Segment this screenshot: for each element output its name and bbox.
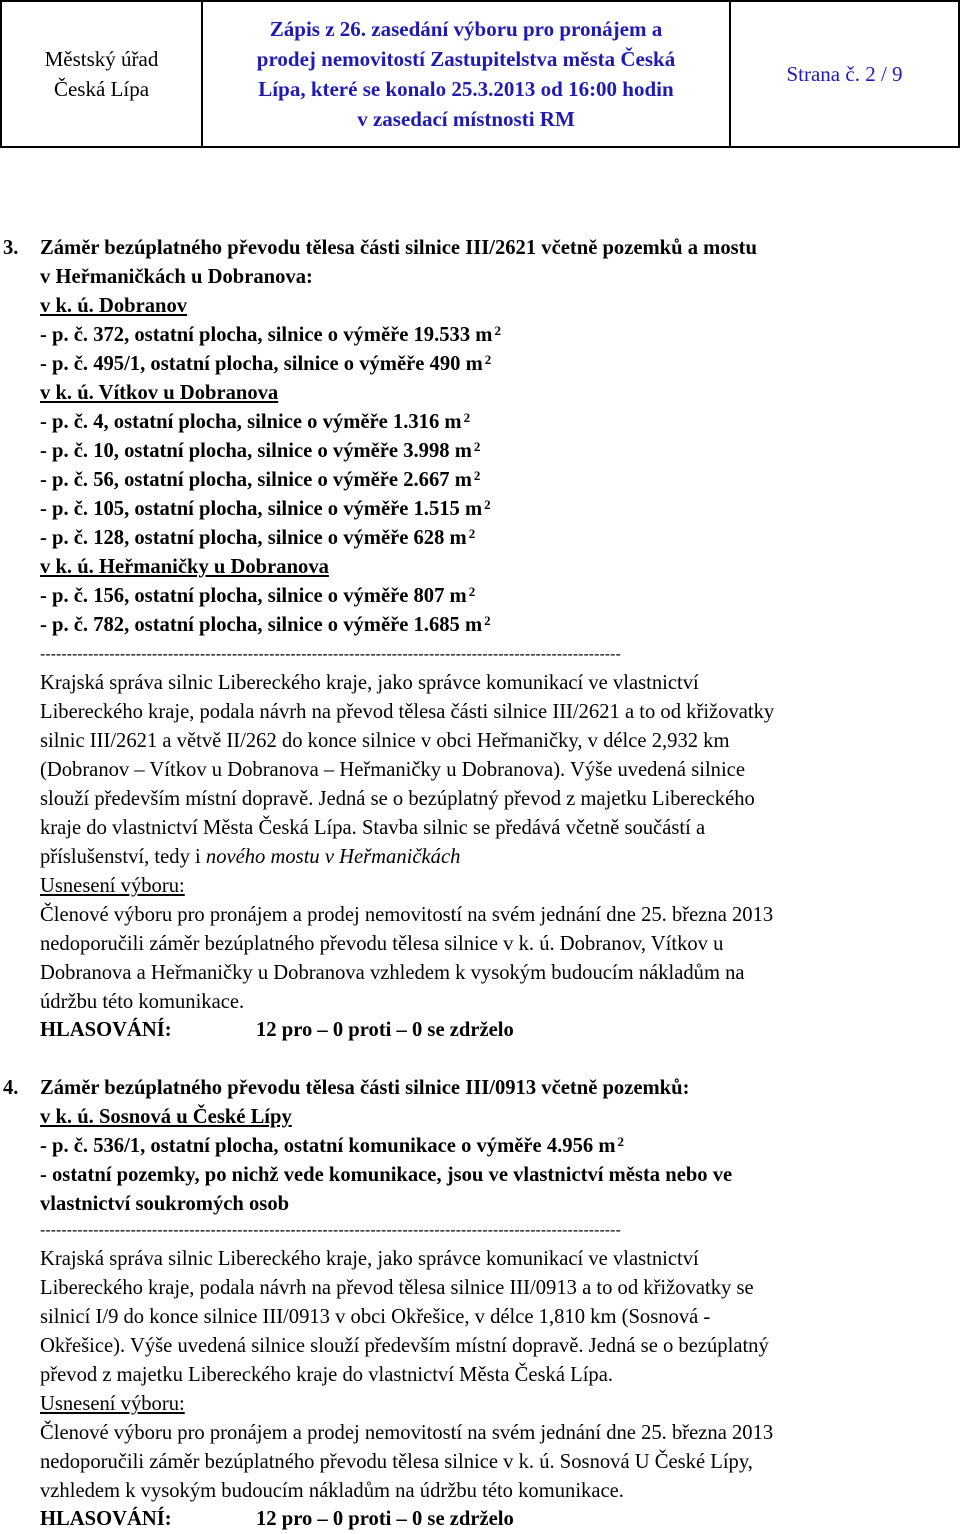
body-line: Okřešice). Výše uvedená silnice slouží především místní dopravě. Jedná se o bezúplatný <box>40 1335 769 1357</box>
resolution-label: Usnesení výboru: <box>40 875 185 897</box>
vote-row <box>40 1505 514 1533</box>
title-line-4: v zasedací místnosti RM <box>357 107 575 131</box>
body-line: převod z majetku Libereckého kraje do vlastnictví Města Česká Lípa. <box>40 1364 613 1386</box>
parcel-row: - p. č. 536/1, ostatní plocha, ostatní komunikace o výměře 4.956 m $^2$ <box>40 1134 624 1157</box>
body-line: silnic III/2621 a větvě II/262 do konce silnice v obci Heřmaničky, v délce 2,932 km <box>40 730 730 752</box>
resolution-line: Členové výboru pro pronájem a prodej nemovitostí na svém jednání dne 25. března 2013 <box>40 1422 774 1444</box>
parcel-row: - p. č. 56, ostatní plocha, silnice o výměře 2.667 m $^2$ <box>40 468 481 491</box>
parcel-row: - p. č. 372, ostatní plocha, silnice o výměře 19.533 m $^2$ <box>40 323 501 346</box>
parcel-row: - p. č. 782, ostatní plocha, silnice o výměře 1.685 m $^2$ <box>40 613 491 636</box>
resolution-line: Členové výboru pro pronájem a prodej nemovitostí na svém jednání dne 25. března 2013 <box>40 904 774 926</box>
page-number: Strana č. 2 / 9 <box>730 1 959 147</box>
vote-row <box>40 1016 514 1044</box>
item-3-area-vitkov: v k. ú. Vítkov u Dobranova <box>40 382 279 404</box>
body-line: Krajská správa silnic Libereckého kraje, jako správce komunikací ve vlastnictví <box>40 672 699 694</box>
parcel-row: - p. č. 128, ostatní plocha, silnice o výměře 628 m $^2$ <box>40 526 476 549</box>
parcel-row: - p. č. 495/1, ostatní plocha, silnice o výměře 490 m $^2$ <box>40 352 492 375</box>
vote-label: HLASOVÁNÍ: <box>40 1019 172 1041</box>
item-4-title: Záměr bezúplatného převodu tělesa části silnice III/0913 včetně pozemků: <box>40 1077 690 1099</box>
resolution-label: Usnesení výboru: <box>40 1393 185 1415</box>
body-line: (Dobranov – Vítkov u Dobranova – Heřmaničky u Dobranova). Výše uvedená silnice <box>40 759 745 781</box>
resolution-line: údržbu této komunikace. <box>40 991 245 1013</box>
body-line: příslušenství, tedy i nového mostu v Heřmaničkách <box>40 846 461 868</box>
other-parcels-line: vlastnictví soukromých osob <box>40 1193 290 1215</box>
resolution-line: vzhledem k vysokým budoucím nákladům na údržbu této komunikace. <box>40 1480 624 1502</box>
office-line-1: Městský úřad <box>44 47 159 71</box>
office-name <box>1 1 202 147</box>
title-line-3: Lípa, které se konalo 25.3.2013 od 16:00 hodin <box>258 77 674 101</box>
parcel-row: - p. č. 156, ostatní plocha, silnice o výměře 807 m $^2$ <box>40 584 476 607</box>
item-3-title: Záměr bezúplatného převodu tělesa části silnice III/2621 včetně pozemků a mostu <box>40 237 757 259</box>
document-header <box>0 0 960 148</box>
separator-line: ------------------------------------------------------------------------------------------------------------- <box>40 1222 621 1239</box>
item-3-area-hermanicky: v k. ú. Heřmaničky u Dobranova <box>40 556 329 578</box>
separator-line: ------------------------------------------------------------------------------------------------------------- <box>40 646 621 663</box>
document-title <box>202 1 730 147</box>
parcel-row: - p. č. 4, ostatní plocha, silnice o výměře 1.316 m $^2$ <box>40 410 471 433</box>
body-line: Krajská správa silnic Libereckého kraje, jako správce komunikací ve vlastnictví <box>40 1248 699 1270</box>
resolution-line: nedoporučili záměr bezúplatného převodu tělesa silnice v k. ú. Dobranov, Vítkov u <box>40 933 724 955</box>
title-line-2: prodej nemovitostí Zastupitelstva města Česká <box>256 47 676 71</box>
vote-label: HLASOVÁNÍ: <box>40 1508 172 1530</box>
body-line: kraje do vlastnictví Města Česká Lípa. Stavba silnic se předává včetně součástí a <box>40 817 706 839</box>
body-line: slouží především místní dopravě. Jedná se o bezúplatný převod z majetku Libereckého <box>40 788 755 810</box>
body-line: silnicí I/9 do konce silnice III/0913 v obci Okřešice, v délce 1,810 km (Sosnová - <box>40 1306 711 1328</box>
title-line-1: Zápis z 26. zasedání výboru pro pronájem a <box>269 17 663 41</box>
other-parcels-line: - ostatní pozemky, po nichž vede komunikace, jsou ve vlastnictví města nebo ve <box>40 1164 733 1186</box>
vote-result: 12 pro – 0 proti – 0 se zdrželo <box>256 1508 514 1530</box>
body-line: Libereckého kraje, podala návrh na převod tělesa silnice III/0913 a to od křižovatky se <box>40 1277 754 1299</box>
parcel-row: - p. č. 105, ostatní plocha, silnice o výměře 1.515 m $^2$ <box>40 497 491 520</box>
vote-result: 12 pro – 0 proti – 0 se zdrželo <box>256 1019 514 1041</box>
item-3-title-cont: v Heřmaničkách u Dobranova: <box>40 266 313 288</box>
parcel-row: - p. č. 10, ostatní plocha, silnice o výměře 3.998 m $^2$ <box>40 439 481 462</box>
body-line: Libereckého kraje, podala návrh na převod tělesa části silnice III/2621 a to od křižovatky <box>40 701 775 723</box>
item-3-number: 3. <box>3 237 19 259</box>
item-4-area-sosnova: v k. ú. Sosnová u České Lípy <box>40 1106 292 1128</box>
resolution-line: nedoporučili záměr bezúplatného převodu tělesa silnice v k. ú. Sosnová U České Lípy, <box>40 1451 753 1473</box>
item-4-number: 4. <box>3 1077 19 1099</box>
resolution-line: Dobranova a Heřmaničky u Dobranova vzhledem k vysokým budoucím nákladům na <box>40 962 745 984</box>
office-line-2: Česká Lípa <box>53 77 150 101</box>
item-3-area-dobranov: v k. ú. Dobranov <box>40 295 188 317</box>
